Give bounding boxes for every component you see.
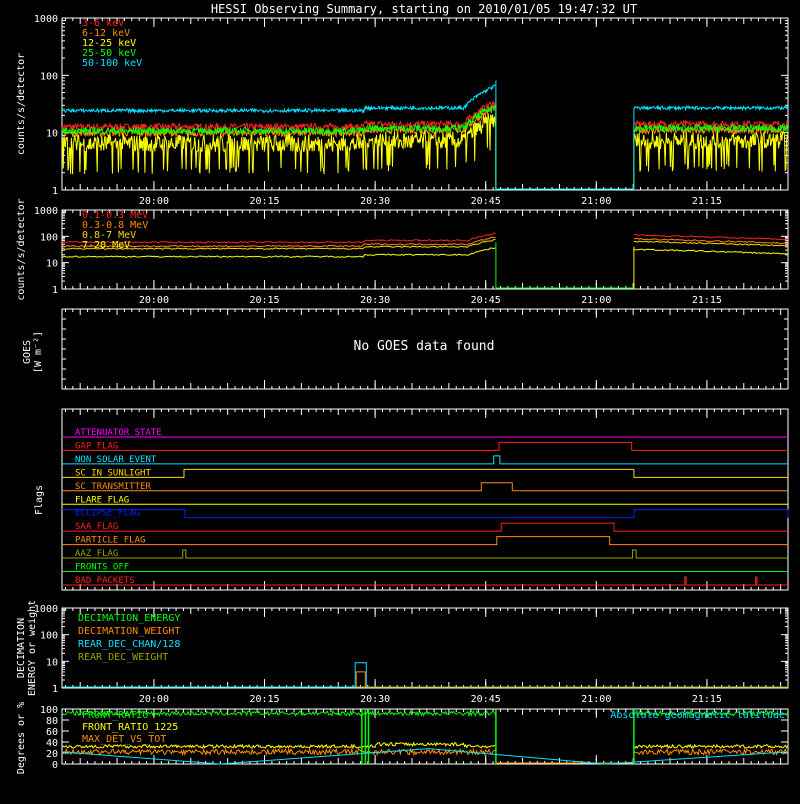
panel1-x-tick-label: 20:15 xyxy=(249,196,280,207)
panel2-legend-item: 0.8-7 MeV xyxy=(82,230,137,241)
panel6-y-tick-label: 0 xyxy=(51,760,58,771)
panel1-ylabel-line: counts/s/detector xyxy=(16,52,27,156)
panel5-x-tick-label: 21:00 xyxy=(581,694,612,705)
panel1-legend-item: 3-6 keV xyxy=(82,18,125,29)
panel3-ylabel-line: [W m⁻²] xyxy=(33,330,44,374)
panel2-x-tick-label: 20:00 xyxy=(138,295,169,306)
panel4-flag-label: ECLIPSE_FLAG xyxy=(75,508,141,519)
panel2-x-tick-label: 20:45 xyxy=(470,295,501,306)
panel6-ylabel-line: Degrees or % xyxy=(16,701,27,775)
panel2-legend-item: 7-20 MeV xyxy=(82,240,131,251)
panel2-legend-item: 0.1-0.3 MeV xyxy=(82,210,149,221)
panel1-legend-item: 25-50 keV xyxy=(82,48,137,59)
panel1-ylabel xyxy=(16,53,27,155)
panel5-y-tick-label: 1000 xyxy=(33,604,58,615)
panel6-legend-item: MAX_DET_VS_TOT xyxy=(82,734,167,745)
panel1-y-tick-label: 1 xyxy=(51,186,58,197)
panel3-no-data-message: No GOES data found xyxy=(353,339,495,354)
panel5-ylabel-line: DECIMATION xyxy=(16,617,27,679)
panel2-x-tick-label: 21:00 xyxy=(581,295,612,306)
panel6-y-tick-label: 80 xyxy=(45,716,58,727)
panel6-y-tick-label: 60 xyxy=(45,727,58,738)
panel1-legend-item: 50-100 keV xyxy=(82,58,143,69)
panel1-x-tick-label: 20:00 xyxy=(138,196,169,207)
panel1-x-tick-label: 20:45 xyxy=(470,196,501,207)
panel6-legend-item: FRONT_RATIO xyxy=(82,710,149,721)
panel2-x-tick-label: 20:30 xyxy=(360,295,391,306)
panel6-ylabel xyxy=(16,702,27,774)
panel5-ylabel-line: ENERGY or weight xyxy=(27,599,38,697)
panel2-ylabel-line: counts/s/detector xyxy=(16,198,27,301)
panel5-legend-item: DECIMATION_ENERGY xyxy=(78,613,181,624)
panel4-flag-label: FRONTS_OFF xyxy=(75,562,130,573)
panel5-legend-item: DECIMATION_WEIGHT xyxy=(78,626,181,637)
panel2-y-tick-label: 10 xyxy=(45,258,58,270)
panel4-flag-label: SC_TRANSMITTER xyxy=(75,481,151,492)
panel2-ylabel xyxy=(16,198,27,300)
panel5-y-tick-label: 1 xyxy=(51,684,58,695)
panel4-flag-label: AAZ_FLAG xyxy=(75,549,119,560)
plot-title: HESSI Observing Summary, starting on 2010/01/05 19:47:32 UT xyxy=(210,2,638,16)
panel6-legend-item: FRONT_RATIO_1225 xyxy=(82,722,179,733)
panel1-y-tick-label: 100 xyxy=(39,71,58,83)
panel4-flag-label: FLARE_FLAG xyxy=(75,495,130,506)
panel5-x-tick-label: 20:15 xyxy=(249,694,280,705)
panel3-ylabel-line: GOES xyxy=(22,339,33,365)
panel6-y-tick-label: 40 xyxy=(45,738,58,749)
panel1-y-tick-label: 1000 xyxy=(33,14,58,25)
panel6-y-tick-label: 100 xyxy=(39,705,58,716)
panel1-x-tick-label: 21:15 xyxy=(691,196,722,207)
panel1-x-tick-label: 21:00 xyxy=(581,196,612,207)
panel5-legend-item: REAR_DEC_CHAN/128 xyxy=(78,639,181,650)
panel1-x-tick-label: 20:30 xyxy=(360,196,391,207)
panel2-y-tick-label: 1 xyxy=(51,285,58,296)
panel2-x-tick-label: 21:15 xyxy=(691,295,722,306)
panel1-legend-item: 12-25 keV xyxy=(82,38,137,49)
panel4-flag-label: SAA_FLAG xyxy=(75,522,119,533)
panel6-legend-item: Absolute geomagnetic latitude xyxy=(610,710,785,721)
panel1-y-tick-label: 10 xyxy=(45,128,58,140)
panel5-x-tick-label: 20:30 xyxy=(360,694,391,705)
panel4-flag-label: GAP_FLAG xyxy=(75,441,119,452)
panel2-y-tick-label: 1000 xyxy=(33,206,58,217)
panel4-ylabel xyxy=(34,485,45,515)
panel4-flag-label: BAD_PACKETS xyxy=(75,575,135,586)
panel4-flag-label: SC_IN_SUNLIGHT xyxy=(75,468,151,479)
panel1-legend-item: 6-12 keV xyxy=(82,28,131,39)
panel5-y-tick-label: 100 xyxy=(39,630,58,642)
panel4-ylabel-line: Flags xyxy=(34,484,45,516)
panel5-x-tick-label: 20:00 xyxy=(138,694,169,705)
panel5-legend-item: REAR_DEC_WEIGHT xyxy=(78,652,169,663)
panel5-x-tick-label: 21:15 xyxy=(691,694,722,705)
panel4-flag-label: NON_SOLAR_EVENT xyxy=(75,454,157,465)
panel5-y-tick-label: 10 xyxy=(45,657,58,669)
panel2-legend-item: 0.3-0.8 MeV xyxy=(82,220,149,231)
panel5-x-tick-label: 20:45 xyxy=(470,694,501,705)
panel4-flag-label: PARTICLE_FLAG xyxy=(75,535,146,546)
panel2-y-tick-label: 100 xyxy=(39,232,58,244)
panel2-x-tick-label: 20:15 xyxy=(249,295,280,306)
panel4-flag-label: ATTENUATOR_STATE xyxy=(75,428,162,438)
panel6-y-tick-label: 20 xyxy=(45,749,58,760)
